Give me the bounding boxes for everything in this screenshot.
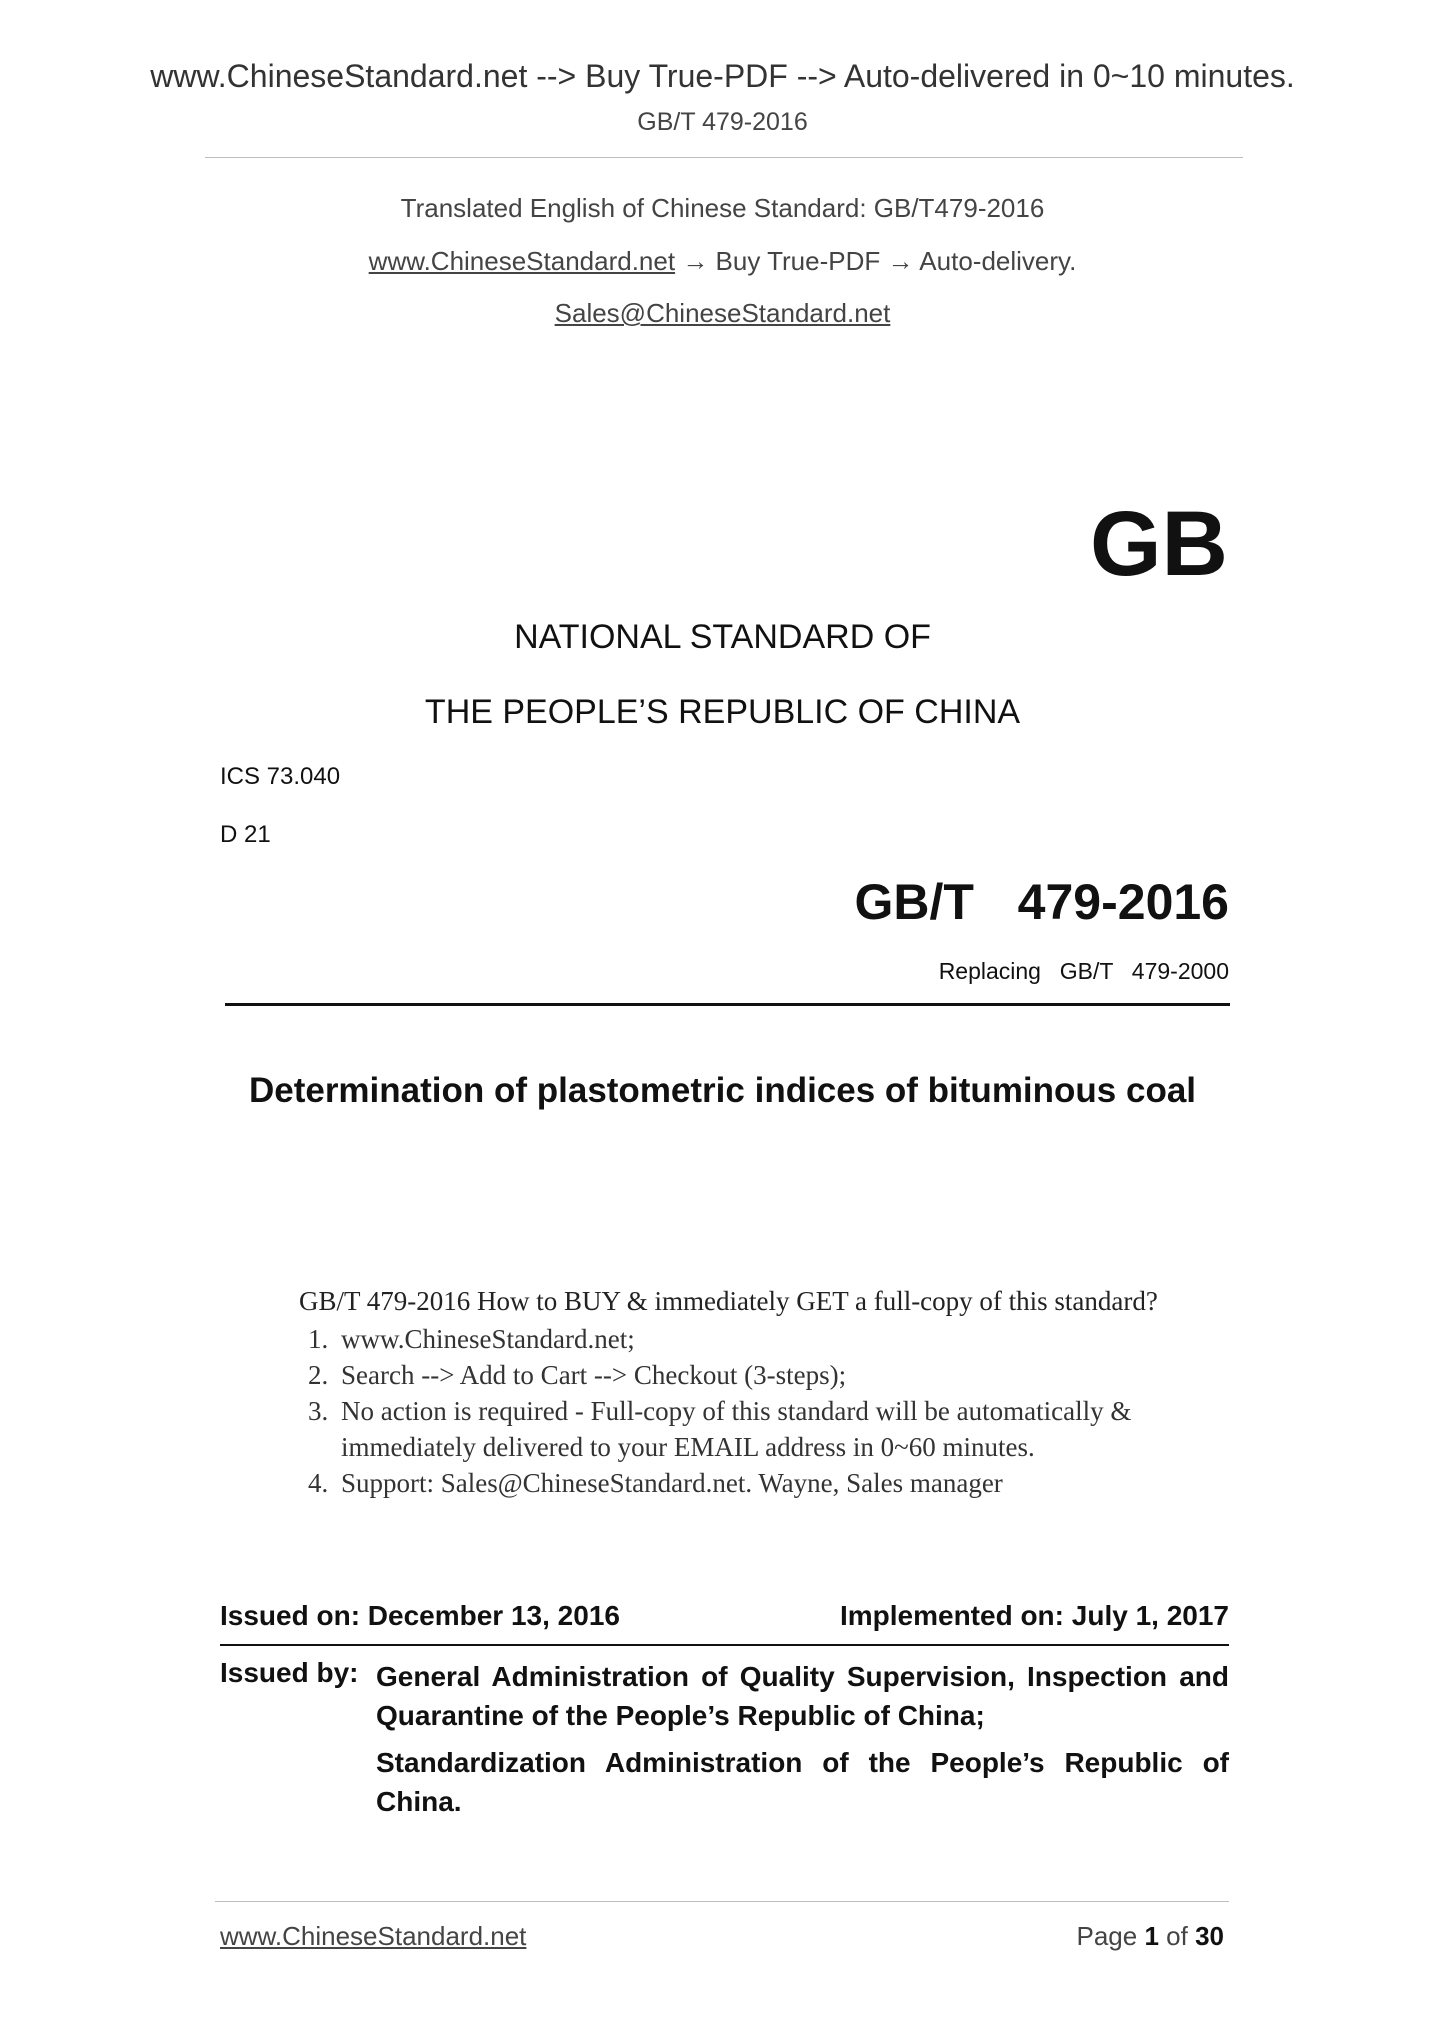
sales-email-link[interactable]: Sales@ChineseStandard.net: [554, 298, 891, 328]
page-label: Page: [1076, 1921, 1138, 1951]
d-code: D 21: [220, 821, 271, 848]
replacing-standard: Replacing GB/T 479-2000: [938, 958, 1229, 984]
site-link[interactable]: www.ChineseStandard.net: [368, 246, 676, 276]
issued-by-label: Issued by:: [220, 1657, 359, 1688]
national-standard-line2: THE PEOPLE’S REPUBLIC OF CHINA: [424, 693, 1021, 731]
page-total: 30: [1195, 1921, 1224, 1951]
issuing-authority-1: General Administration of Quality Supervision, Inspection and Quarantine of the People’s Republic of China;: [376, 1661, 1229, 1731]
list-item: 2. Search --> Add to Cart --> Checkout (3-steps);: [335, 1357, 1171, 1393]
issuing-authority-2: Standardization Administration of the People’s Republic of China.: [376, 1747, 1229, 1817]
page-indicator: [1076, 1921, 1224, 1952]
page-current: 1: [1144, 1921, 1159, 1951]
national-standard-line1: NATIONAL STANDARD OF: [514, 618, 931, 656]
auto-delivery-text: Auto-delivery.: [919, 246, 1077, 276]
arrow-icon: →: [682, 246, 709, 276]
how-to-buy-heading: GB/T 479-2016 How to BUY & immediately GET a full-copy of this standard?: [299, 1286, 1158, 1316]
footer-divider: [215, 1901, 1229, 1902]
implemented-on-date: Implemented on: July 1, 2017: [839, 1600, 1229, 1631]
issue-divider: [220, 1644, 1229, 1646]
purchase-links: [0, 246, 1445, 277]
list-item: 3. No action is required - Full-copy of this standard will be automatically & immediately delivered to your EMAIL address in 0~60 minutes.: [335, 1393, 1171, 1465]
how-to-buy-box: [299, 1286, 1171, 1501]
issued-on-date: Issued on: December 13, 2016: [220, 1600, 620, 1631]
footer-site-link[interactable]: www.ChineseStandard.net: [220, 1921, 527, 1951]
buy-text: Buy True-PDF: [715, 246, 881, 276]
top-banner: www.ChineseStandard.net --> Buy True-PDF --> Auto-delivered in 0~10 minutes.: [150, 58, 1295, 94]
header-divider: [205, 157, 1243, 158]
title-divider: [225, 1003, 1230, 1006]
how-to-buy-steps: [299, 1321, 1171, 1501]
arrow-icon: →: [887, 246, 914, 276]
translated-notice: Translated English of Chinese Standard: GB/T479-2016: [400, 193, 1045, 223]
issued-by-authorities: [376, 1657, 1229, 1829]
list-item: 4. Support: Sales@ChineseStandard.net. Wayne, Sales manager: [335, 1465, 1171, 1501]
gb-logo: GB: [1090, 493, 1228, 595]
document-title: Determination of plastometric indices of bituminous coal: [248, 1071, 1197, 1110]
page-of: of: [1166, 1921, 1188, 1951]
ics-code: ICS 73.040: [220, 763, 341, 790]
list-item: 1. www.ChineseStandard.net;: [335, 1321, 1171, 1357]
email-line: [0, 298, 1445, 329]
standard-number: GB/T 479-2016: [854, 874, 1229, 930]
header-standard-code: GB/T 479-2016: [637, 108, 808, 136]
